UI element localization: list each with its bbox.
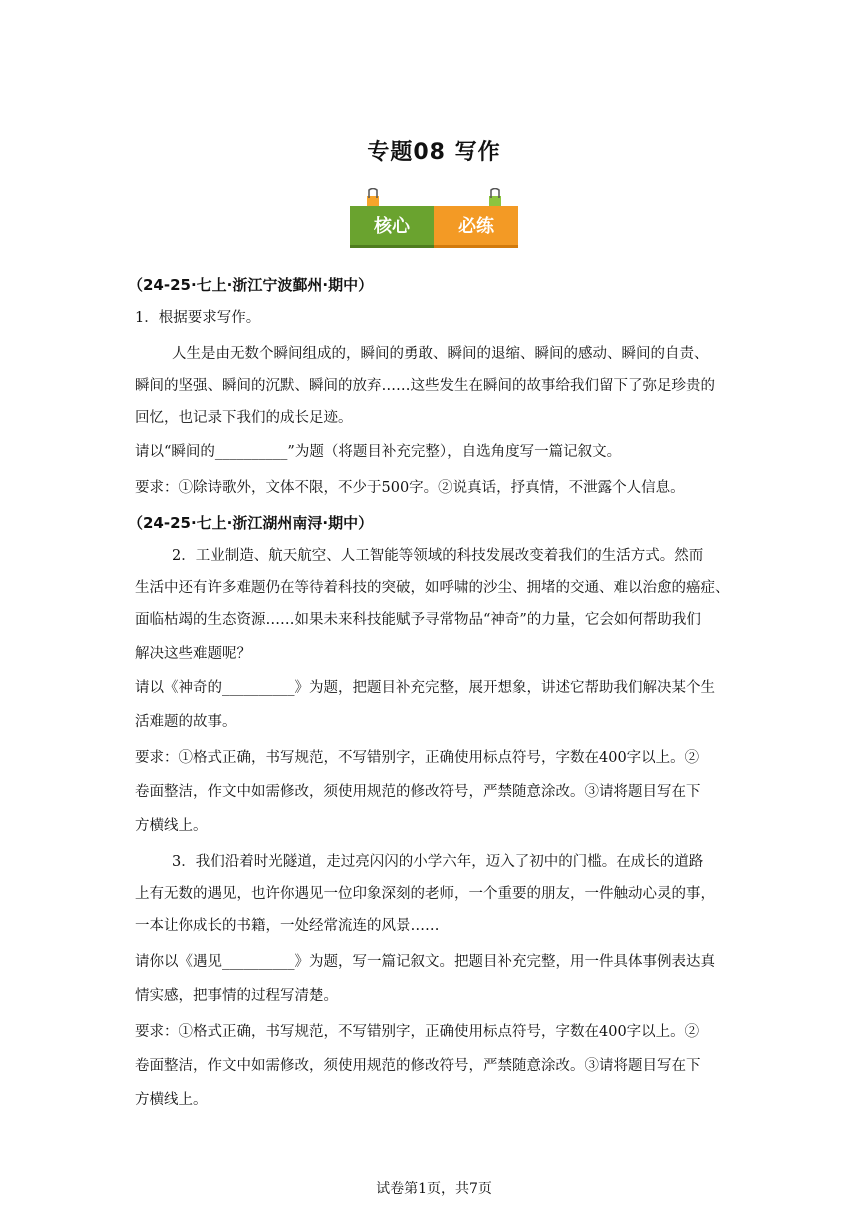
question-line: 瞬间的坚强、瞬间的沉默、瞬间的放弃……这些发生在瞬间的故事给我们留下了弥足珍贵的 <box>135 378 715 394</box>
core-practice-badge <box>350 206 518 248</box>
question-line: 1．根据要求写作。 <box>135 310 261 326</box>
question-line: 要求：①除诗歌外，文体不限，不少于500字。②说真话，抒真情，不泄露个人信息。 <box>135 480 685 496</box>
question-line: 要求：①格式正确，书写规范，不写错别字，正确使用标点符号，字数在400字以上。② <box>135 1024 700 1040</box>
question-line: 活难题的故事。 <box>135 714 237 730</box>
question-line: 情实感，把事情的过程写清楚。 <box>135 988 338 1004</box>
question-line: 2．工业制造、航天航空、人工智能等领域的科技发展改变着我们的生活方式。然而 <box>172 548 704 564</box>
badge-core: 核心 <box>350 206 434 248</box>
question-line: 人生是由无数个瞬间组成的，瞬间的勇敢、瞬间的退缩、瞬间的感动、瞬间的自责、 <box>172 346 709 362</box>
question-line: 请以“瞬间的__________”为题（将题目补充完整），自选角度写一篇记叙文。 <box>135 444 622 460</box>
badge-practice: 必练 <box>434 206 518 248</box>
page-title: 专题08 写作 <box>367 140 501 165</box>
question-line: 3．我们沿着时光隧道，走过亮闪闪的小学六年，迈入了初中的门槛。在成长的道路 <box>172 854 704 870</box>
question-line: 回忆，也记录下我们的成长足迹。 <box>135 410 353 426</box>
question-line: 生活中还有许多难题仍在等待着科技的突破，如呼啸的沙尘、拥堵的交通、难以治愈的癌症、 <box>135 580 730 596</box>
question-line: 面临枯竭的生态资源……如果未来科技能赋予寻常物品“神奇”的力量，它会如何帮助我们 <box>135 612 701 628</box>
question-line: 卷面整洁，作文中如需修改，须使用规范的修改符号，严禁随意涂改。③请将题目写在下 <box>135 784 701 800</box>
question-line: 请你以《遇见__________》为题，写一篇记叙文。把题目补充完整，用一件具体事例表达真 <box>135 954 715 970</box>
page-footer: 试卷第1页，共7页 <box>376 1181 492 1197</box>
question-source: （24-25·七上·浙江湖州南浔·期中） <box>128 514 374 532</box>
question-line: 卷面整洁，作文中如需修改，须使用规范的修改符号，严禁随意涂改。③请将题目写在下 <box>135 1058 701 1074</box>
question-line: 请以《神奇的__________》为题，把题目补充完整，展开想象，讲述它帮助我们解决某个生 <box>135 680 715 696</box>
question-line: 要求：①格式正确，书写规范，不写错别字，正确使用标点符号，字数在400字以上。② <box>135 750 700 766</box>
question-line: 解决这些难题呢？ <box>135 646 251 662</box>
question-source: （24-25·七上·浙江宁波鄞州·期中） <box>128 276 374 294</box>
question-line: 一本让你成长的书籍，一处经常流连的风景…… <box>135 918 440 934</box>
question-line: 上有无数的遇见，也许你遇见一位印象深刻的老师，一个重要的朋友，一件触动心灵的事， <box>135 886 715 902</box>
question-line: 方横线上。 <box>135 1092 208 1108</box>
question-line: 方横线上。 <box>135 818 208 834</box>
